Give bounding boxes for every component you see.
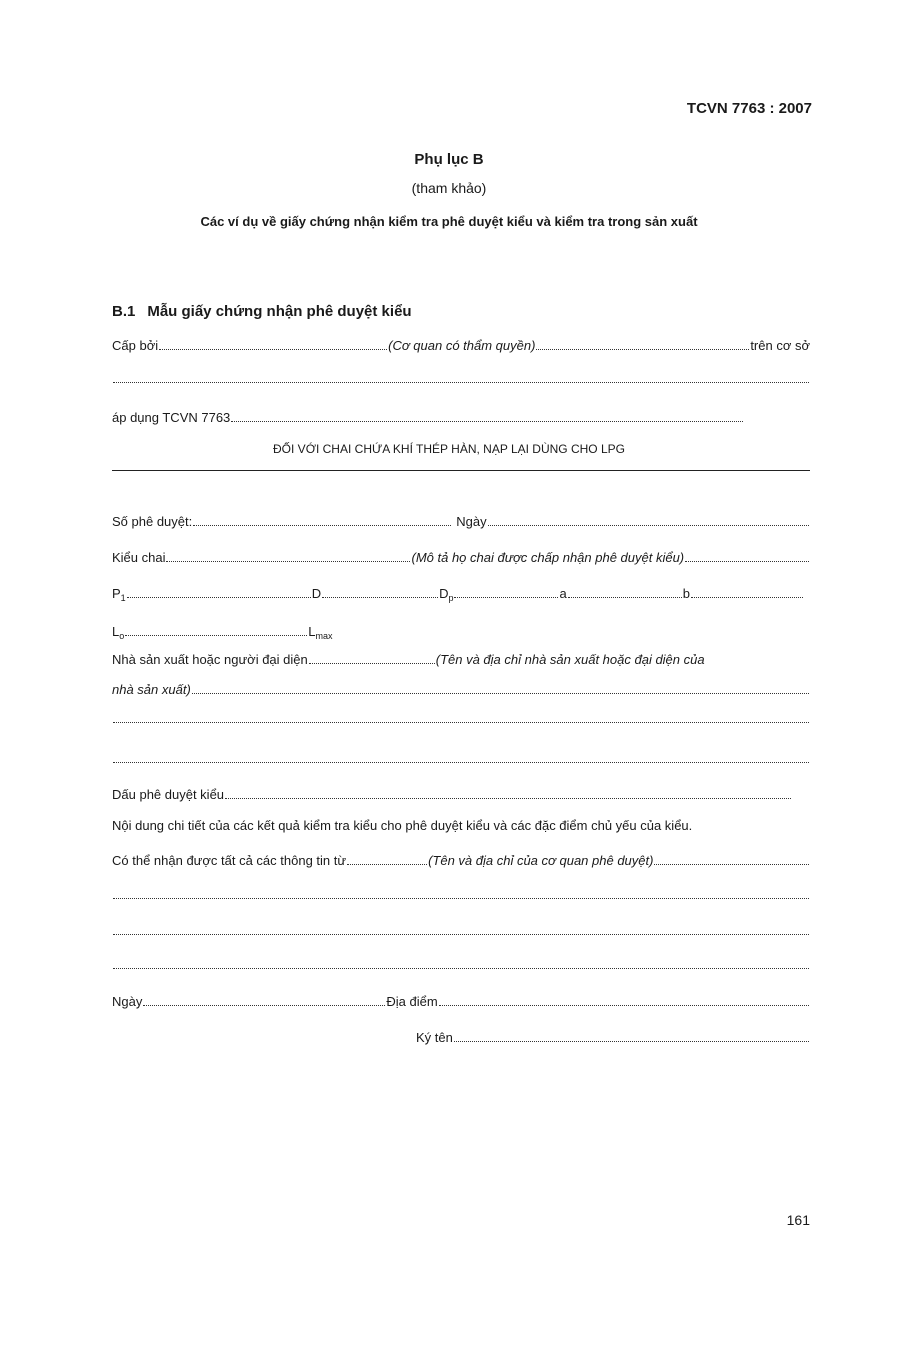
section-heading [112, 303, 412, 320]
page-number: 161 [786, 1212, 810, 1228]
apply-standard-label: áp dụng TCVN 7763 [112, 410, 231, 425]
manufacturer-hint-2: nhà sản xuất) [112, 682, 191, 697]
appendix-reference: (tham khảo) [411, 180, 487, 196]
blank-line-3-dots [113, 752, 809, 763]
place-label: Địa điểm [386, 994, 438, 1009]
info-from-label: Có thể nhận được tất cả các thông tin từ [112, 853, 347, 868]
approval-number-label: Số phê duyệt: [112, 514, 193, 529]
b-label: b [682, 586, 690, 601]
signature-blank [454, 1031, 809, 1042]
dp-blank [454, 587, 558, 598]
authority-blank [159, 339, 387, 350]
manufacturer-line-2-dots [192, 683, 809, 694]
authority-hint: (Cơ quan có thẩm quyền) [388, 338, 536, 353]
d-label: D [311, 586, 322, 601]
length-line [112, 624, 412, 641]
standard-number: TCVN 7763 : 2007 [686, 100, 812, 117]
details-line [112, 818, 810, 833]
approval-number-line [112, 514, 810, 529]
place-blank [439, 995, 809, 1006]
dimensions-line [112, 586, 804, 603]
blank-line-6 [112, 958, 810, 969]
lo-blank [125, 625, 307, 636]
approval-mark-line [112, 787, 792, 802]
lo-label: $L_o$ [112, 624, 125, 641]
cylinder-model-hint: (Mô tả họ chai được chấp nhận phê duyệt kiểu) [411, 550, 685, 565]
d-blank [322, 587, 438, 598]
blank-line-4-dots [113, 888, 809, 899]
manufacturer-blank [309, 653, 435, 664]
blank-line-5-dots [113, 924, 809, 935]
details-text: Nội dung chi tiết của các kết quả kiểm tra kiểu cho phê duyệt kiểu và các đặc điểm chủ yếu của kiểu. [112, 818, 693, 833]
p1-label: $P_1$ [112, 586, 126, 603]
date-place-line [112, 994, 810, 1009]
blank-line-4 [112, 888, 810, 899]
approval-mark-label: Dấu phê duyệt kiểu [112, 787, 225, 802]
blank-line-5 [112, 924, 810, 935]
approval-date-label: Ngày [456, 514, 487, 529]
blank-line-3 [112, 752, 810, 763]
blank-line-1-dots [113, 372, 809, 383]
b-blank [691, 587, 803, 598]
a-blank [568, 587, 682, 598]
separator-line [112, 470, 810, 471]
issued-by-label: Cấp bởi [112, 338, 159, 353]
cylinder-model-line [112, 550, 810, 565]
info-from-hint: (Tên và địa chỉ của cơ quan phê duyệt) [428, 853, 654, 868]
dp-label: $D_p$ [439, 586, 454, 603]
info-from-line [112, 853, 810, 868]
a-label: a [559, 586, 567, 601]
blank-line-1 [112, 372, 810, 383]
cylinder-model-label: Kiểu chai [112, 550, 166, 565]
blank-line-6-dots [113, 958, 809, 969]
issued-by-line [112, 338, 810, 353]
appendix-title: Phụ lục B [414, 151, 484, 168]
manufacturer-hint-1: (Tên và địa chỉ nhà sản xuất hoặc đại diện của [435, 652, 705, 667]
approval-mark-blank [225, 788, 791, 799]
blank-line-2 [112, 712, 810, 723]
blank-line-2-dots [113, 712, 809, 723]
cylinder-model-blank [166, 551, 410, 562]
manufacturer-line [112, 652, 810, 667]
section-number: B.1 [112, 303, 136, 320]
section-title: Mẫu giấy chứng nhận phê duyệt kiểu [147, 303, 412, 320]
cylinder-model-tail [685, 551, 809, 562]
info-from-blank [347, 854, 427, 865]
lmax-label: $L_{max}$ [308, 624, 333, 641]
manufacturer-line-2 [112, 682, 810, 697]
cylinder-type-heading: ĐỐI VỚI CHAI CHỨA KHÍ THÉP HÀN, NẠP LẠI DÙNG CHO LPG [273, 442, 625, 456]
sign-date-label: Ngày [112, 994, 143, 1009]
appendix-subtitle: Các ví dụ về giấy chứng nhận kiểm tra phê duyệt kiểu và kiểm tra trong sản xuất [200, 214, 698, 229]
sign-date-blank [143, 995, 385, 1006]
signature-label: Ký tên [416, 1030, 453, 1045]
basis-blank [536, 339, 749, 350]
info-from-tail [654, 854, 809, 865]
approval-number-blank [193, 515, 451, 526]
apply-standard-line [112, 410, 744, 425]
signature-line [416, 1030, 810, 1045]
manufacturer-label: Nhà sản xuất hoặc người đại diện [112, 652, 308, 667]
apply-standard-blank [231, 411, 743, 422]
on-basis-label: trên cơ sở [750, 338, 810, 353]
approval-date-blank [488, 515, 809, 526]
p1-blank [127, 587, 311, 598]
